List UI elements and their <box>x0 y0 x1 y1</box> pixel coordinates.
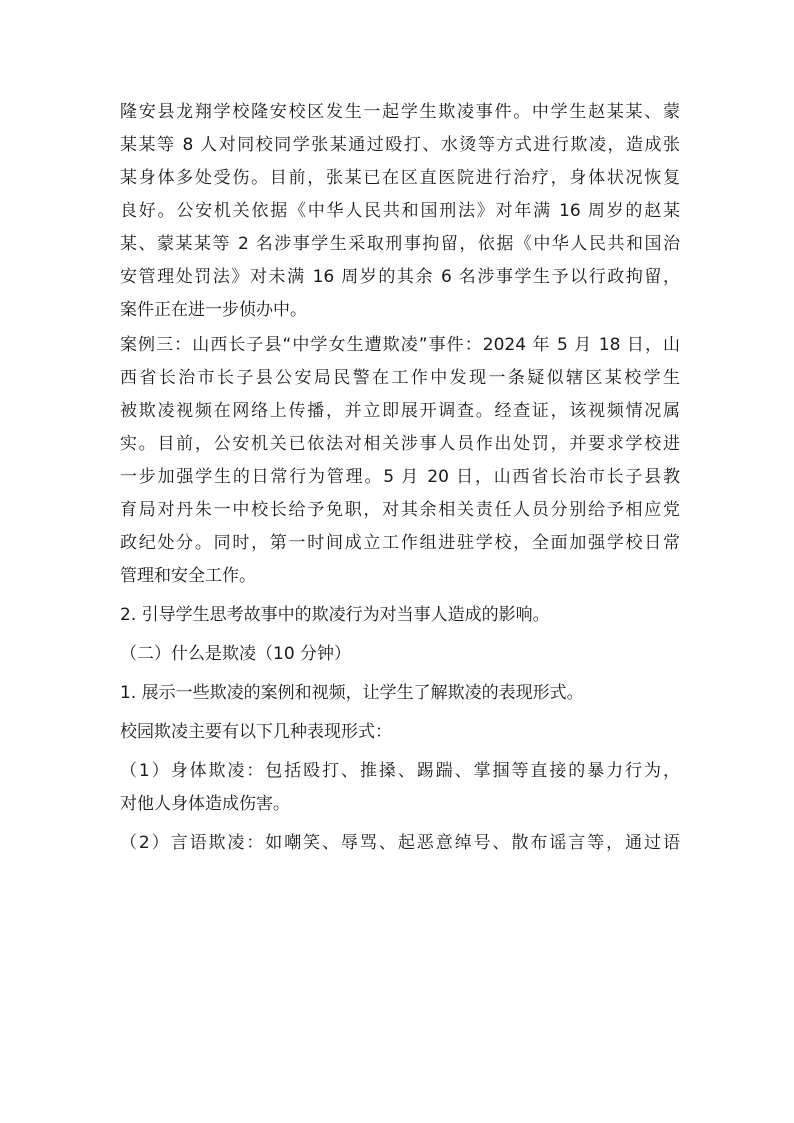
text-line: 育局对丹朱一中校长给予免职，对其余相关责任人员分别给予相应党 <box>120 500 680 520</box>
text-line: 对他人身体造成伤害。 <box>120 794 290 814</box>
text-line: 政纪处分。同时，第一时间成立工作组进驻学校，全面加强学校日常 <box>120 533 680 553</box>
text-line: 被欺凌视频在网络上传播，并立即展开调查。经查证，该视频情况属 <box>120 401 680 421</box>
text-line: 西省长治市长子县公安局民警在工作中发现一条疑似辖区某校学生 <box>120 368 680 388</box>
text-line: 实。目前，公安机关已依法对相关涉事人员作出处罚，并要求学校进 <box>120 434 680 454</box>
text-line: 隆安县龙翔学校隆安校区发生一起学生欺凌事件。中学生赵某某、蒙 <box>120 102 680 122</box>
step-2-line: 2. 引导学生思考故事中的欺凌行为对当事人造成的影响。 <box>120 605 550 625</box>
text-line: 某身体多处受伤。目前，张某已在区直医院进行治疗，身体状况恢复 <box>120 168 680 188</box>
document-body <box>120 96 680 860</box>
list-item-verbal: （2）言语欺凌：如嘲笑、辱骂、起恶意绰号、散布谣言等，通过语 <box>120 833 680 853</box>
text-line: 一步加强学生的日常行为管理。5 月 20 日，山西省长治市长子县教 <box>120 467 680 487</box>
text-line: 某、蒙某某等 2 名涉事学生采取刑事拘留，依据《中华人民共和国治 <box>120 234 680 254</box>
step-1-line: 1. 展示一些欺凌的案例和视频，让学生了解欺凌的表现形式。 <box>120 683 584 703</box>
text-line: 安管理处罚法》对未满 16 周岁的其余 6 名涉事学生予以行政拘留， <box>120 267 680 287</box>
section-heading: （二）什么是欺凌（10 分钟） <box>120 644 352 664</box>
text-line: 案件正在进一步侦办中。 <box>120 300 307 320</box>
text-line: 管理和安全工作。 <box>120 566 256 586</box>
text-line: 良好。公安机关依据《中华人民共和国刑法》对年满 16 周岁的赵某 <box>120 201 680 221</box>
text-line: 校园欺凌主要有以下几种表现形式： <box>120 722 392 742</box>
list-item-physical: （1）身体欺凌：包括殴打、推搡、踢踹、掌掴等直接的暴力行为， <box>120 761 680 781</box>
text-line: 某某等 8 人对同校同学张某通过殴打、水烫等方式进行欺凌，造成张 <box>120 135 680 155</box>
case-three-line: 案例三：山西长子县“中学女生遭欺凌”事件：2024 年 5 月 18 日，山 <box>120 335 680 355</box>
